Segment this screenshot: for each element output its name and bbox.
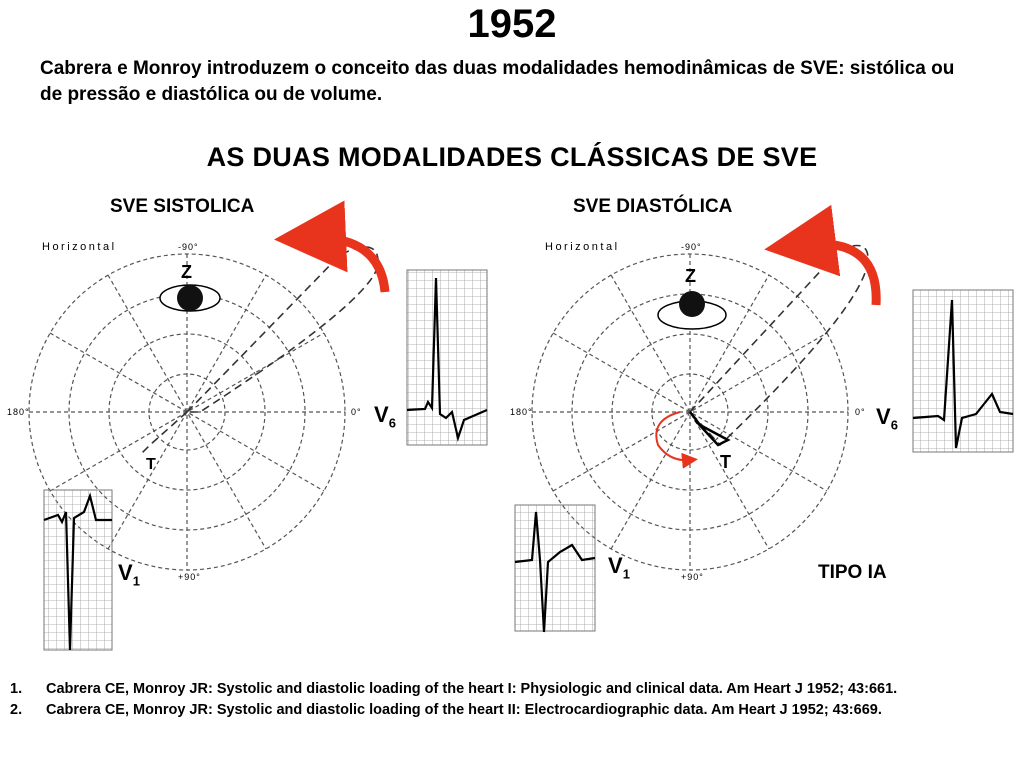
right-z-label: Z — [685, 266, 696, 286]
right-deg-bottom: +90° — [681, 572, 704, 582]
slide-year: 1952 — [467, 2, 557, 46]
reference-text: Cabrera CE, Monroy JR: Systolic and diastolic loading of the heart I: Physiologic and clinical data. Am Heart J 1952; 43:661. — [46, 681, 898, 697]
right-deg-left: 180° — [510, 407, 533, 417]
intro-text: Cabrera e Monroy introduzem o conceito das duas modalidades hemodinâmicas de SVE: sistólica ou de pressão e diastólica ou de volume. — [40, 58, 955, 105]
reference-text: Cabrera CE, Monroy JR: Systolic and diastolic loading of the heart II: Electrocardiographic data. Am Heart J 1952; 43:669. — [46, 702, 882, 718]
left-v1-label: $V_1$ — [118, 560, 140, 589]
right-deg-top: -90° — [681, 242, 702, 252]
right-horizontal-label: Horizontal — [545, 241, 620, 253]
left-deg-bottom: +90° — [178, 572, 201, 582]
references-list — [10, 680, 1020, 722]
left-horizontal-label: Horizontal — [42, 241, 117, 253]
left-deg-top: -90° — [178, 242, 199, 252]
left-deg-right: 0° — [351, 407, 362, 417]
right-deg-right: 0° — [855, 407, 866, 417]
right-v6-ecg — [913, 290, 1013, 452]
right-vector-loop — [690, 246, 868, 446]
left-v6-ecg — [407, 270, 487, 445]
reference-item — [10, 701, 1020, 720]
main-heading: AS DUAS MODALIDADES CLÁSSICAS DE SVE — [206, 142, 818, 172]
left-v1-ecg — [44, 490, 112, 650]
left-v6-label: $V_6$ — [374, 402, 396, 431]
type-label: TIPO IA — [818, 562, 887, 583]
left-head-figure — [160, 285, 220, 311]
right-panel-title: SVE DIASTÓLICA — [573, 196, 733, 217]
right-t-label: T — [720, 452, 731, 472]
reference-item — [10, 680, 1020, 699]
left-rotation-arrow — [310, 238, 385, 292]
right-v1-label: $V_1$ — [608, 553, 630, 582]
left-deg-left: 180° — [7, 407, 30, 417]
reference-number: 1. — [10, 681, 23, 697]
left-panel-title: SVE SISTOLICA — [110, 196, 255, 217]
right-v1-ecg — [515, 505, 595, 632]
left-vector-loop — [140, 247, 378, 455]
left-z-label: Z — [181, 262, 192, 282]
right-v6-label: $V_6$ — [876, 404, 898, 433]
left-t-label: T — [146, 456, 156, 473]
right-t-loop — [690, 412, 728, 445]
reference-number: 2. — [10, 702, 23, 718]
